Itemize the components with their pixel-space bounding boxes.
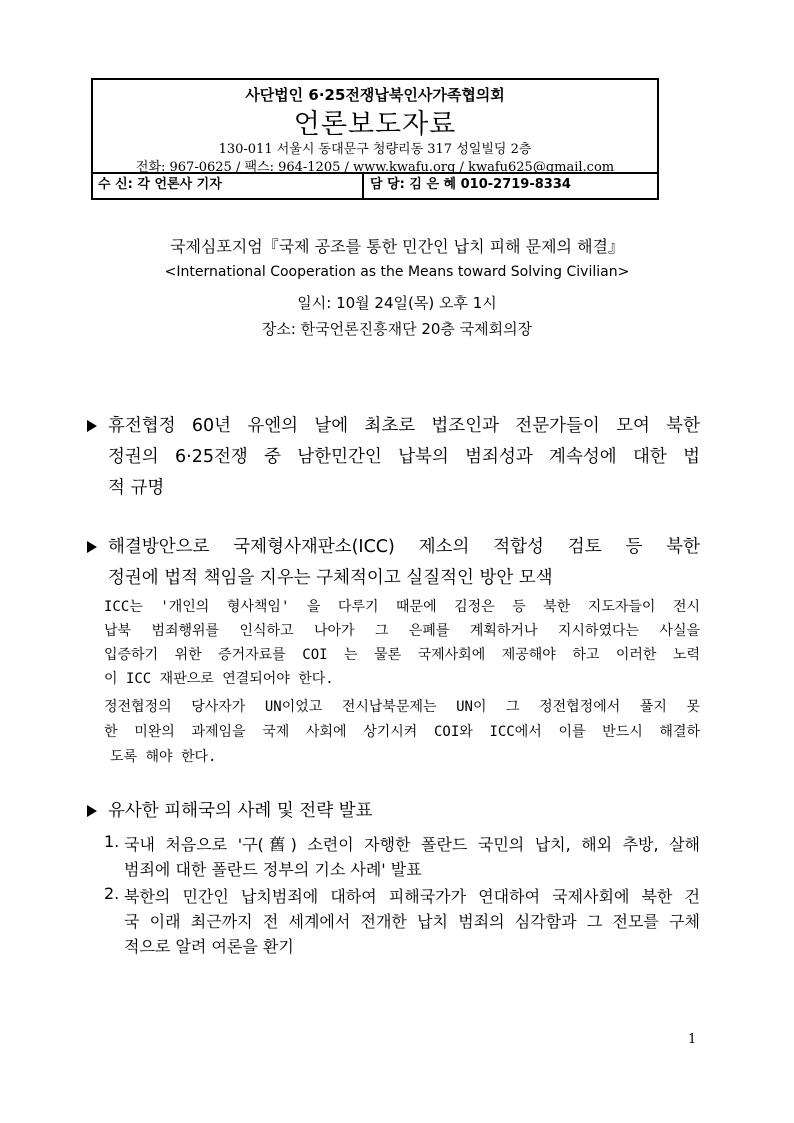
- event-subtitle: <International Cooperation as the Means toward Solving Civilian>: [164, 264, 630, 280]
- section2-paragraph-line: 정전협정의 당사자가 UN이었고 전시납북문제는 UN이 그 정전협정에서 풀지 못: [104, 699, 700, 715]
- section2-paragraph-line: ICC는 '개인의 형사책임' 을 다루기 때문에 김정은 등 북한 지도자들이 전시: [104, 599, 700, 615]
- event-venue: 장소: 한국언론진흥재단 20층 국제회의장: [261, 320, 533, 338]
- organization-name: 사단법인 6·25전쟁납북인사가족협의회: [245, 86, 505, 104]
- organization-address: 130-011 서울시 동대문구 청량리동 317 성일빌딩 2층: [218, 142, 532, 157]
- section2-paragraph-line: 이 ICC 재판으로 연결되어야 한다.: [104, 671, 334, 687]
- section3-heading: 유사한 피해국의 사례 및 전략 발표: [108, 801, 373, 821]
- section2-line: 정권에 법적 책임을 지우는 구체적이고 실질적인 방안 모색: [108, 568, 553, 588]
- recipient-field: 수 신: 각 언론사 기자: [93, 174, 364, 198]
- page-number: 1: [688, 1032, 697, 1047]
- triangle-right-icon: [87, 805, 97, 821]
- section2-line: 해결방안으로 국제형사재판소(ICC) 제소의 적합성 검토 등 북한: [108, 537, 700, 557]
- document-title: 언론보도자료: [293, 109, 457, 140]
- list-item-number: 1.: [104, 832, 120, 851]
- list-item-line: 국 이래 최근까지 전 세계에서 전개한 납치 범죄의 심각함과 그 전모를 구체: [124, 912, 700, 931]
- press-release-header: [91, 78, 659, 200]
- section2-paragraph-line: 입증하기 위한 증거자료를 COI 는 물론 국제사회에 제공해야 하고 이러한 노력: [104, 647, 700, 663]
- section2-paragraph-line: 납북 범죄행위를 인식하고 나아가 그 은폐를 계획하거나 지시하였다는 사실을: [104, 623, 700, 639]
- list-item-line: 국내 처음으로 '구(舊) 소련이 자행한 폴란드 국민의 납치, 해외 추방, 살해: [124, 835, 700, 854]
- section1-line: 휴전협정 60년 유엔의 날에 최초로 법조인과 전문가들이 모여 북한: [108, 416, 700, 436]
- organization-contact: 전화: 967-0625 / 팩스: 964-1205 / www.kwafu.org / kwafu625@gmail.com: [135, 160, 615, 175]
- triangle-right-icon: [87, 541, 97, 557]
- event-date: 일시: 10월 24일(목) 오후 1시: [297, 294, 497, 312]
- list-item-number: 2.: [104, 884, 120, 903]
- list-item-line: 북한의 민간인 납치범죄에 대하여 피해국가가 연대하여 국제사회에 북한 건: [124, 887, 700, 906]
- section1-line: 정권의 6·25전쟁 중 남한민간인 납북의 범죄성과 계속성에 대한 법: [108, 447, 700, 467]
- staff-contact-field: 담 당: 김 은 혜 010-2719-8334: [370, 177, 571, 192]
- section2-paragraph-line: 한 미완의 과제임을 국제 사회에 상기시켜 COI와 ICC에서 이를 반드시 해결하: [104, 724, 700, 740]
- triangle-right-icon: [87, 420, 97, 436]
- event-title: 국제심포지엄『국제 공조를 통한 민간인 납치 피해 문제의 해결』: [169, 237, 624, 256]
- section2-paragraph-line: 도록 해야 한다.: [110, 749, 217, 765]
- header-footer-row: [93, 172, 657, 198]
- section1-line: 적 규명: [108, 478, 165, 498]
- list-item-line: 범죄에 대한 폴란드 정부의 기소 사례' 발표: [124, 860, 422, 879]
- list-item-line: 적으로 알려 여론을 환기: [124, 937, 294, 956]
